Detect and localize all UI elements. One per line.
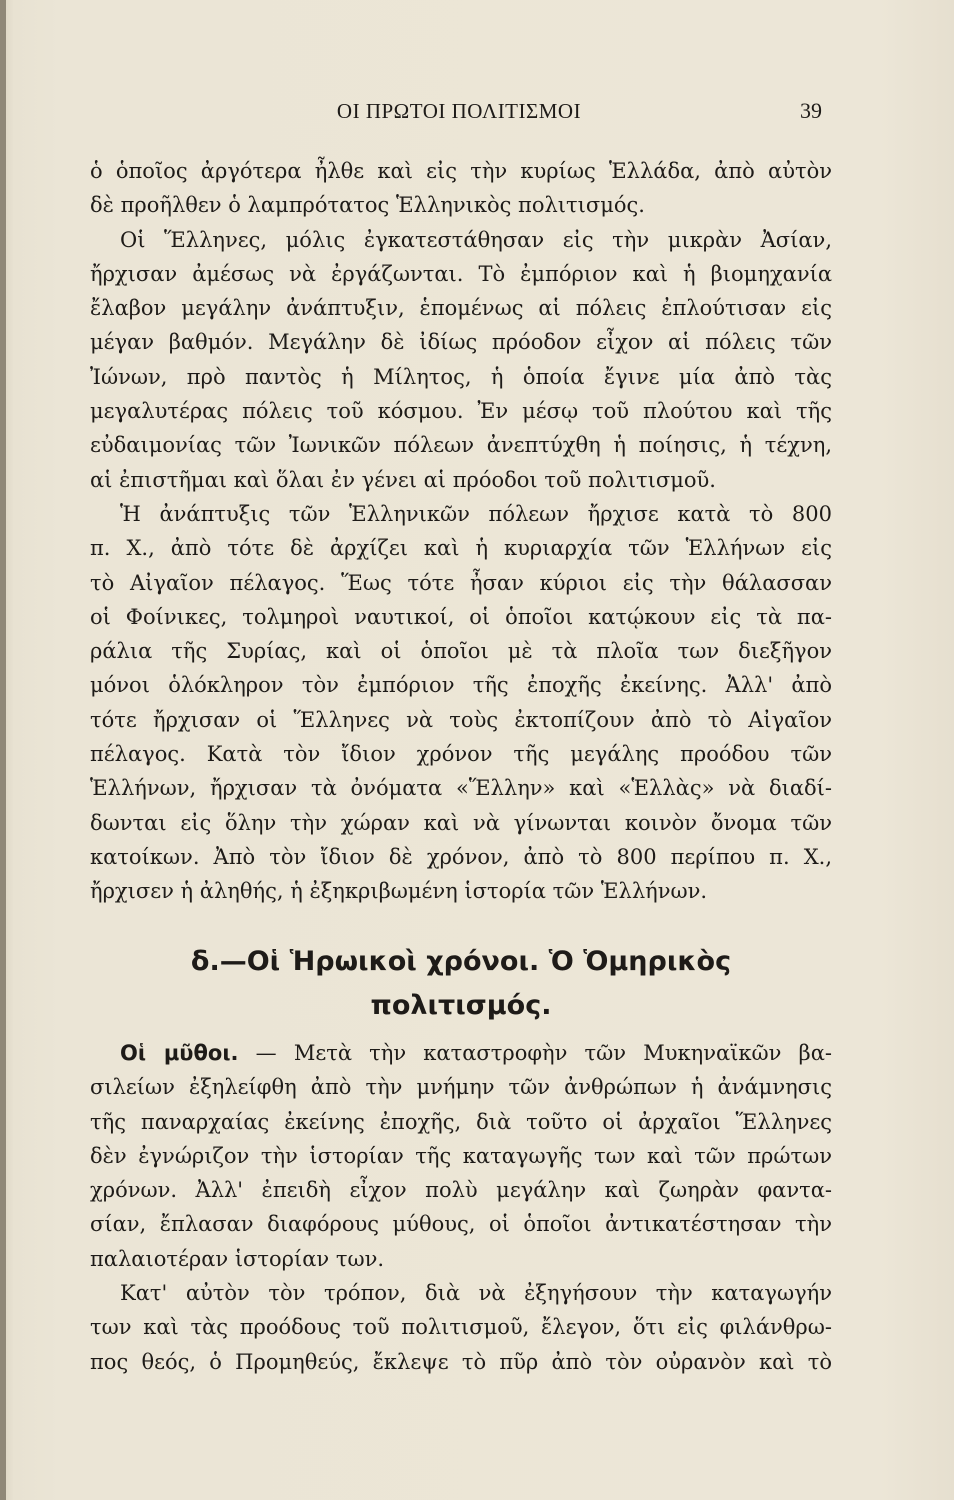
text-line: π. Χ., ἀπὸ τότε δὲ ἀρχίζει καὶ ἡ κυριαρχία τῶν Ἑλλήνων εἰς	[90, 536, 832, 561]
text-line: τότε ἤρχισαν οἱ Ἕλληνες νὰ τοὺς ἐκτοπίζουν ἀπὸ τὸ Αἰγαῖον	[90, 707, 832, 732]
page-number: 39	[800, 98, 822, 123]
text-line: Ἑλλήνων, ἤρχισαν τὰ ὀνόματα «Ἕλλην» καὶ «Ἑλλὰς» νὰ διαδί-	[90, 776, 832, 801]
text-line: τῆς παναρχαίας ἐκείνης ἐποχῆς, διὰ τοῦτο οἱ ἀρχαῖοι Ἕλληνες	[90, 1109, 832, 1134]
text-line: ράλια τῆς Συρίας, καὶ οἱ ὁποῖοι μὲ τὰ πλοῖα των διεξῆγον	[90, 639, 832, 664]
text-line: μέγαν βαθμόν. Μεγάλην δὲ ἰδίως πρόοδον εἶχον αἱ πόλεις τῶν	[90, 330, 832, 355]
text-line: ἤρχισαν ἀμέσως νὰ ἐργάζωνται. Τὸ ἐμπόριον καὶ ἡ βιομηχανία	[90, 261, 832, 286]
section-heading-line: δ.—Οἱ Ἡρωικοὶ χρόνοι. Ὁ Ὁμηρικὸς	[190, 946, 732, 977]
text-line: οἱ Φοίνικες, τολμηροὶ ναυτικοί, οἱ ὁποῖοι κατῴκουν εἰς τὰ πα-	[90, 604, 832, 629]
text-line: εὐδαιμονίας τῶν Ἰωνικῶν πόλεων ἀνεπτύχθη ἡ ποίησις, ἡ τέχνη,	[90, 433, 832, 458]
text-line: Οἱ Ἕλληνες, μόλις ἐγκατεστάθησαν εἰς τὴν μικρὰν Ἀσίαν,	[120, 227, 832, 252]
paragraph-block-myths	[90, 1036, 832, 1379]
text-line: δὲν ἐγνώριζον τὴν ἱστορίαν τῆς καταγωγῆς των καὶ τῶν πρώτων	[90, 1143, 832, 1168]
text-line: παλαιοτέραν ἱστορίαν των.	[90, 1246, 385, 1271]
running-head	[90, 96, 828, 126]
text-line: μόνοι ὁλόκληρον τὸν ἐμπόριον τῆς ἐποχῆς ἐκείνης. Ἀλλ' ἀπὸ	[90, 673, 832, 698]
text-line: πος θεός, ὁ Προμηθεύς, ἔκλεψε τὸ πῦρ ἀπὸ τὸν οὐρανὸν καὶ τὸ	[90, 1349, 832, 1374]
text-line: Κατ' αὐτὸν τὸν τρόπον, διὰ νὰ ἐξηγήσουν τὴν καταγωγήν	[120, 1281, 832, 1306]
text-line: αἱ ἐπιστῆμαι καὶ ὅλαι ἐν γένει αἱ πρόοδοι τοῦ πολιτισμοῦ.	[90, 467, 716, 492]
section-heading-line: πολιτισμός.	[370, 990, 552, 1021]
text-line: σιλείων ἐξηλείφθη ἀπὸ τὴν μνήμην τῶν ἀνθρώπων ἡ ἀνάμνησις	[90, 1075, 832, 1100]
text-line: κατοίκων. Ἀπὸ τὸν ἴδιον δὲ χρόνον, ἀπὸ τὸ 800 περίπου π. Χ.,	[90, 844, 832, 869]
text-line: των καὶ τὰς προόδους τοῦ πολιτισμοῦ, ἔλεγον, ὅτι εἰς φιλάνθρω-	[90, 1315, 832, 1340]
text-line: δωνται εἰς ὅλην τὴν χώραν καὶ νὰ γίνωνται κοινὸν ὄνομα τῶν	[90, 810, 832, 835]
runin-heading: Οἱ μῦθοι.	[120, 1041, 239, 1065]
text-line: σίαν, ἔπλασαν διαφόρους μύθους, οἱ ὁποῖοι ἀντικατέστησαν τὴν	[90, 1212, 832, 1237]
text-line: ὁ ὁποῖος ἀργότερα ἦλθε καὶ εἰς τὴν κυρίως Ἑλλάδα, ἀπὸ αὐτὸν	[90, 159, 832, 183]
text-line-fragment: — Μετὰ τὴν καταστροφὴν τῶν Μυκηναϊκῶν βα-	[255, 1041, 832, 1065]
text-line: δὲ προῆλθεν ὁ λαμπρότατος Ἑλληνικὸς πολιτισμός.	[90, 193, 645, 218]
section-heading	[90, 940, 832, 1028]
text-line: πέλαγος. Κατὰ τὸν ἴδιον χρόνον τῆς μεγάλης προόδου τῶν	[90, 742, 832, 767]
text-line: ἔλαβον μεγάλην ἀνάπτυξιν, ἑπομένως αἱ πόλεις ἐπλούτισαν εἰς	[90, 296, 832, 321]
text-line: χρόνων. Ἀλλ' ἐπειδὴ εἶχον πολὺ μεγάλην καὶ ζωηρὰν φαντα-	[90, 1178, 832, 1203]
text-line: τὸ Αἰγαῖον πέλαγος. Ἕως τότε ἦσαν κύριοι εἰς τὴν θάλασσαν	[90, 570, 832, 595]
text-line: Ἡ ἀνάπτυξις τῶν Ἑλληνικῶν πόλεων ἤρχισε κατὰ τὸ 800	[120, 501, 832, 526]
text-line	[90, 1036, 832, 1070]
paragraph-block-ionian-cities	[90, 154, 832, 909]
text-line: Ἰώνων, πρὸ παντὸς ἡ Μίλητος, ἡ ὁποία ἔγινε μία ἀπὸ τὰς	[90, 364, 832, 389]
running-title: ΟΙ ΠΡΩΤΟΙ ΠΟΛΙΤΙΣΜΟΙ	[336, 99, 582, 123]
text-line: μεγαλυτέρας πόλεις τοῦ κόσμου. Ἐν μέσῳ τοῦ πλούτου καὶ τῆς	[90, 399, 832, 424]
text-line: ἤρχισεν ἡ ἀληθής, ἡ ἐξηκριβωμένη ἱστορία τῶν Ἑλλήνων.	[90, 879, 708, 904]
page-spine-edge	[0, 0, 6, 1500]
